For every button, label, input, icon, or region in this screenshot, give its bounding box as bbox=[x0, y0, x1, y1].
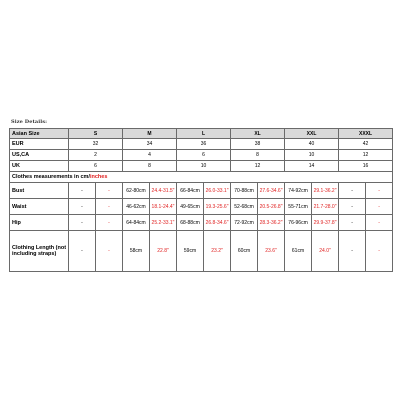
cm-value: 74-92cm bbox=[285, 183, 312, 199]
heading-prefix: Clothes measurements in cm/ bbox=[12, 174, 90, 180]
size-value: 14 bbox=[285, 161, 339, 172]
cm-value: - bbox=[339, 199, 366, 215]
heading-inches: inches bbox=[89, 174, 108, 180]
inch-value: 22.8" bbox=[150, 231, 177, 272]
inch-value: 27.6-34.6" bbox=[258, 183, 285, 199]
inch-value: 28.3-36.2" bbox=[258, 215, 285, 231]
inch-value: 29.9-37.8" bbox=[312, 215, 339, 231]
size-header-xxl: XXL bbox=[285, 129, 339, 139]
inch-value: 23.2" bbox=[204, 231, 231, 272]
size-value: 4 bbox=[123, 150, 177, 161]
size-header-l: L bbox=[177, 129, 231, 139]
size-row-us-ca bbox=[10, 150, 393, 161]
size-row-eur bbox=[10, 139, 393, 150]
inch-value: 25.2-33.1" bbox=[150, 215, 177, 231]
size-header-s: S bbox=[69, 129, 123, 139]
size-value: 36 bbox=[177, 139, 231, 150]
inch-value: 18.1-24.4" bbox=[150, 199, 177, 215]
cm-value: 52-68cm bbox=[231, 199, 258, 215]
size-header-xl: XL bbox=[231, 129, 285, 139]
size-chart-table bbox=[9, 128, 393, 272]
cm-value: - bbox=[69, 215, 96, 231]
size-value: 40 bbox=[285, 139, 339, 150]
size-value: 2 bbox=[69, 150, 123, 161]
size-value: 38 bbox=[231, 139, 285, 150]
measurement-row bbox=[10, 231, 393, 272]
cm-value: - bbox=[339, 183, 366, 199]
cm-value: 68-88cm bbox=[177, 215, 204, 231]
measurement-row bbox=[10, 199, 393, 215]
size-chart-body bbox=[10, 129, 393, 272]
cm-value: 46-62cm bbox=[123, 199, 150, 215]
inch-value: 29.1-36.2" bbox=[312, 183, 339, 199]
measurements-heading bbox=[10, 172, 393, 183]
inch-value: - bbox=[366, 199, 393, 215]
size-value: 8 bbox=[231, 150, 285, 161]
size-details-caption: Size Details: bbox=[11, 119, 48, 125]
measurements-heading-row bbox=[10, 172, 393, 183]
cm-value: 72-92cm bbox=[231, 215, 258, 231]
cm-value: 62-80cm bbox=[123, 183, 150, 199]
size-value: 12 bbox=[231, 161, 285, 172]
cm-value: 64-84cm bbox=[123, 215, 150, 231]
inch-value: 19.3-25.6" bbox=[204, 199, 231, 215]
inch-value: - bbox=[96, 199, 123, 215]
inch-value: - bbox=[366, 183, 393, 199]
cm-value: 70-88cm bbox=[231, 183, 258, 199]
cm-value: 55-71cm bbox=[285, 199, 312, 215]
inch-value: - bbox=[96, 183, 123, 199]
size-header-xxxl: XXXL bbox=[339, 129, 393, 139]
measurement-label: Bust bbox=[10, 183, 69, 199]
size-value: 16 bbox=[339, 161, 393, 172]
header-label: Asian Size bbox=[10, 129, 69, 139]
size-value: 10 bbox=[285, 150, 339, 161]
size-value: 34 bbox=[123, 139, 177, 150]
inch-value: 24.0" bbox=[312, 231, 339, 272]
size-value: 42 bbox=[339, 139, 393, 150]
cm-value: 59cm bbox=[177, 231, 204, 272]
size-value: 32 bbox=[69, 139, 123, 150]
cm-value: 61cm bbox=[285, 231, 312, 272]
size-value: 12 bbox=[339, 150, 393, 161]
measurement-row bbox=[10, 215, 393, 231]
cm-value: - bbox=[69, 183, 96, 199]
cm-value: - bbox=[339, 231, 366, 272]
cm-value: - bbox=[69, 199, 96, 215]
inch-value: 26.0-33.1" bbox=[204, 183, 231, 199]
cm-value: 58cm bbox=[123, 231, 150, 272]
measurement-label: Waist bbox=[10, 199, 69, 215]
inch-value: 21.7-28.0" bbox=[312, 199, 339, 215]
size-header-m: M bbox=[123, 129, 177, 139]
inch-value: 26.8-34.6" bbox=[204, 215, 231, 231]
size-value: 6 bbox=[177, 150, 231, 161]
cm-value: - bbox=[339, 215, 366, 231]
measurement-label: Clothing Length (not including straps) bbox=[10, 231, 69, 272]
cm-value: 60cm bbox=[231, 231, 258, 272]
row-label: UK bbox=[10, 161, 69, 172]
size-value: 6 bbox=[69, 161, 123, 172]
cm-value: 76-96cm bbox=[285, 215, 312, 231]
inch-value: - bbox=[96, 231, 123, 272]
inch-value: - bbox=[366, 231, 393, 272]
cm-value: 66-84cm bbox=[177, 183, 204, 199]
row-label: US,CA bbox=[10, 150, 69, 161]
inch-value: 20.5-26.8" bbox=[258, 199, 285, 215]
row-label: EUR bbox=[10, 139, 69, 150]
size-value: 8 bbox=[123, 161, 177, 172]
size-row-uk bbox=[10, 161, 393, 172]
size-value: 10 bbox=[177, 161, 231, 172]
inch-value: - bbox=[96, 215, 123, 231]
cm-value: - bbox=[69, 231, 96, 272]
measurement-label: Hip bbox=[10, 215, 69, 231]
inch-value: - bbox=[366, 215, 393, 231]
header-row bbox=[10, 129, 393, 139]
cm-value: 49-65cm bbox=[177, 199, 204, 215]
inch-value: 24.4-31.5" bbox=[150, 183, 177, 199]
measurement-row bbox=[10, 183, 393, 199]
inch-value: 23.6" bbox=[258, 231, 285, 272]
